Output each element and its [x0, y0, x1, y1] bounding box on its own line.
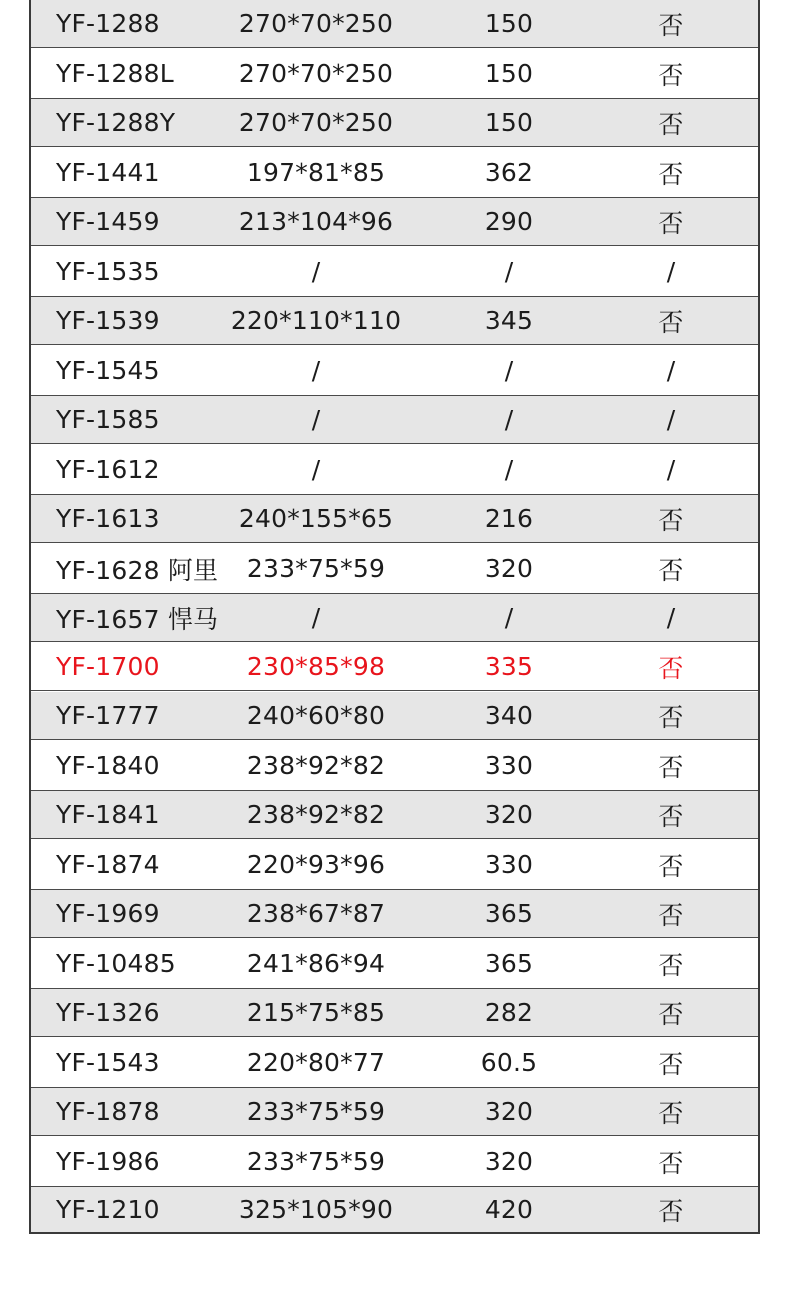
dimensions-cell: 240*60*80: [246, 701, 386, 730]
model-cell: YF-1543: [56, 1048, 160, 1077]
table-row: [31, 1038, 758, 1088]
table-row: [31, 346, 758, 396]
table-row: [31, 989, 758, 1037]
table-row: [31, 1187, 758, 1232]
flag-cell: 否: [658, 208, 684, 238]
model-cell: YF-1841: [56, 800, 160, 829]
table-row: [31, 890, 758, 938]
flag-cell: 否: [658, 702, 684, 732]
table-row: [31, 741, 758, 791]
dimensions-cell: /: [311, 455, 321, 484]
flag-cell: 否: [658, 60, 684, 90]
flag-cell: 否: [658, 1148, 684, 1178]
flag-cell: 否: [658, 851, 684, 881]
flag-cell: /: [666, 257, 676, 286]
flag-cell: 否: [658, 159, 684, 189]
flag-cell: 否: [658, 801, 684, 831]
table-row: [31, 0, 758, 48]
weight-cell: /: [504, 455, 514, 484]
weight-cell: 290: [484, 207, 534, 236]
dimensions-cell: 238*92*82: [246, 751, 386, 780]
dimensions-cell: 220*93*96: [246, 850, 386, 879]
table-row: [31, 297, 758, 345]
model-cell: YF-1700: [56, 652, 160, 681]
dimensions-cell: /: [311, 405, 321, 434]
model-cell: YF-1777: [56, 701, 160, 730]
weight-cell: 330: [484, 850, 534, 879]
dimensions-cell: 233*75*59: [246, 1097, 386, 1126]
table-row: [31, 198, 758, 246]
weight-cell: 362: [484, 158, 534, 187]
model-cell: YF-1986: [56, 1147, 160, 1176]
weight-cell: 320: [484, 1097, 534, 1126]
flag-cell: 否: [658, 10, 684, 40]
flag-cell: 否: [658, 1196, 684, 1226]
weight-cell: 330: [484, 751, 534, 780]
flag-cell: /: [666, 405, 676, 434]
weight-cell: 340: [484, 701, 534, 730]
flag-cell: 否: [658, 653, 684, 683]
model-cell: YF-1878: [56, 1097, 160, 1126]
model-cell: YF-1288Y: [56, 108, 176, 137]
flag-cell: /: [666, 455, 676, 484]
table-row: [31, 594, 758, 642]
table-row: [31, 445, 758, 495]
flag-cell: 否: [658, 555, 684, 585]
model-cell: YF-1326: [56, 998, 160, 1027]
model-cell: YF-1613: [56, 504, 160, 533]
dimensions-cell: 220*80*77: [246, 1048, 386, 1077]
flag-cell: 否: [658, 505, 684, 535]
dimensions-cell: 233*75*59: [246, 1147, 386, 1176]
table-row: [31, 692, 758, 740]
dimensions-cell: 213*104*96: [238, 207, 394, 236]
weight-cell: 335: [484, 652, 534, 681]
model-cell: YF-1441: [56, 158, 160, 187]
flag-cell: 否: [658, 307, 684, 337]
product-spec-table: [29, 0, 760, 1234]
weight-cell: /: [504, 603, 514, 632]
table-row: [31, 544, 758, 594]
dimensions-cell: 230*85*98: [246, 652, 386, 681]
flag-cell: 否: [658, 900, 684, 930]
dimensions-cell: 238*67*87: [246, 899, 386, 928]
dimensions-cell: 220*110*110: [230, 306, 402, 335]
model-cell: YF-1628 阿里: [56, 555, 219, 585]
dimensions-cell: 270*70*250: [238, 59, 394, 88]
flag-cell: 否: [658, 752, 684, 782]
flag-cell: /: [666, 603, 676, 632]
model-cell: YF-1545: [56, 356, 160, 385]
flag-cell: 否: [658, 999, 684, 1029]
flag-cell: 否: [658, 1049, 684, 1079]
weight-cell: /: [504, 257, 514, 286]
weight-cell: /: [504, 405, 514, 434]
table-row: [31, 247, 758, 297]
flag-cell: 否: [658, 1098, 684, 1128]
dimensions-cell: 233*75*59: [246, 554, 386, 583]
dimensions-cell: /: [311, 257, 321, 286]
weight-cell: /: [504, 356, 514, 385]
model-cell: YF-1539: [56, 306, 160, 335]
table-row: [31, 148, 758, 198]
weight-cell: 60.5: [480, 1048, 538, 1077]
weight-cell: 150: [484, 59, 534, 88]
dimensions-cell: 325*105*90: [238, 1195, 394, 1224]
weight-cell: 420: [484, 1195, 534, 1224]
model-cell: YF-10485: [56, 949, 176, 978]
model-cell: YF-1874: [56, 850, 160, 879]
flag-cell: 否: [658, 109, 684, 139]
dimensions-cell: 240*155*65: [238, 504, 394, 533]
model-cell: YF-1535: [56, 257, 160, 286]
dimensions-cell: 270*70*250: [238, 9, 394, 38]
model-cell: YF-1612: [56, 455, 160, 484]
table-row: [31, 396, 758, 444]
model-cell: YF-1288: [56, 9, 160, 38]
table-row: [31, 1137, 758, 1187]
dimensions-cell: /: [311, 603, 321, 632]
table-row: [31, 840, 758, 890]
model-cell: YF-1459: [56, 207, 160, 236]
model-cell: YF-1288L: [56, 59, 174, 88]
weight-cell: 365: [484, 899, 534, 928]
weight-cell: 365: [484, 949, 534, 978]
dimensions-cell: 270*70*250: [238, 108, 394, 137]
weight-cell: 345: [484, 306, 534, 335]
model-cell: YF-1657 悍马: [56, 604, 219, 634]
weight-cell: 320: [484, 800, 534, 829]
model-cell: YF-1969: [56, 899, 160, 928]
weight-cell: 150: [484, 108, 534, 137]
model-cell: YF-1840: [56, 751, 160, 780]
flag-cell: /: [666, 356, 676, 385]
dimensions-cell: 197*81*85: [246, 158, 386, 187]
table-row: [31, 99, 758, 147]
weight-cell: 282: [484, 998, 534, 1027]
model-cell: YF-1585: [56, 405, 160, 434]
table-row: [31, 791, 758, 839]
table-row: [31, 1088, 758, 1136]
table-row-highlighted: [31, 643, 758, 691]
table-row: [31, 939, 758, 989]
weight-cell: 320: [484, 554, 534, 583]
weight-cell: 320: [484, 1147, 534, 1176]
flag-cell: 否: [658, 950, 684, 980]
dimensions-cell: 238*92*82: [246, 800, 386, 829]
model-cell: YF-1210: [56, 1195, 160, 1224]
weight-cell: 150: [484, 9, 534, 38]
dimensions-cell: /: [311, 356, 321, 385]
table-row: [31, 495, 758, 543]
dimensions-cell: 215*75*85: [246, 998, 386, 1027]
dimensions-cell: 241*86*94: [246, 949, 386, 978]
weight-cell: 216: [484, 504, 534, 533]
table-row: [31, 49, 758, 99]
